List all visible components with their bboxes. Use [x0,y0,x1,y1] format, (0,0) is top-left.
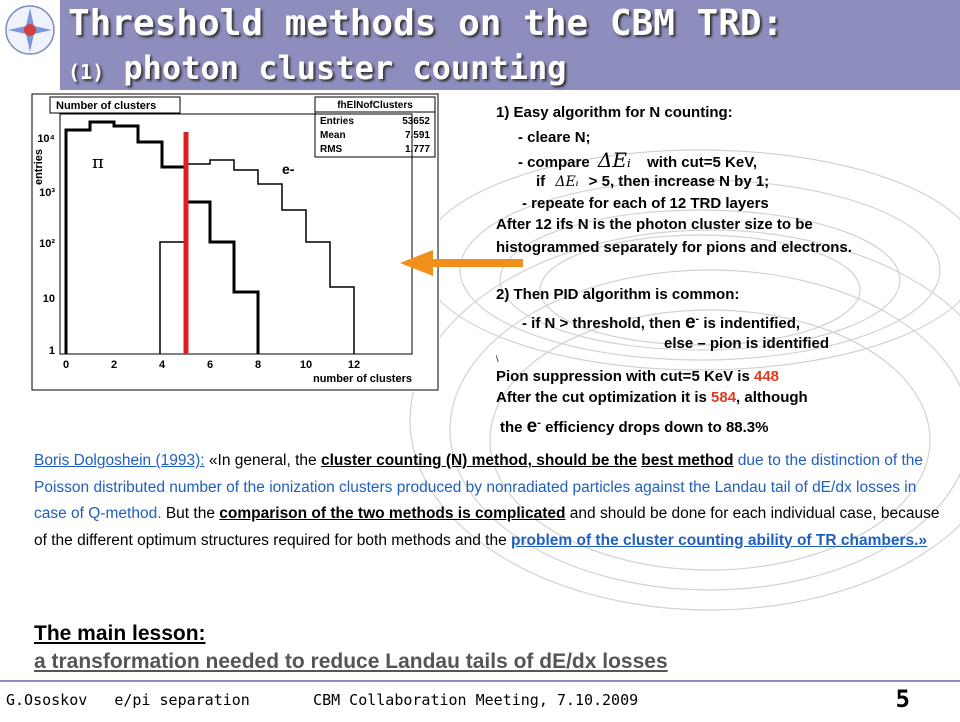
step1-heading: 1) Easy algorithm for N counting: [496,104,733,121]
step1-repeat: - repeate for each of 12 TRD layers [522,195,769,212]
step2-e-sup: - [695,313,700,325]
stats-title: fhElNofClusters [337,100,413,111]
slide-title [68,2,783,94]
step1-compare-pre: - compare [518,154,590,171]
quote-part-2: cluster counting (N) method, should be the [320,452,637,469]
x-tick-6: 6 [206,359,214,371]
stats-box [315,97,435,157]
step2-e: e [684,312,696,333]
quote-part-3: best method [641,452,734,469]
suppression-value: 448 [753,368,780,385]
title-line-2-text: photon cluster counting [104,49,567,87]
stats-key-mean: Mean [320,130,346,141]
step2-else: else – pion is identified [664,335,830,352]
quote-part-5: But the [165,505,215,522]
efficiency-post: efficiency drops down to 88.3% [545,419,769,436]
step1-compare [518,150,757,173]
x-axis-label: number of clusters [312,373,412,385]
x-tick-2: 2 [110,359,118,371]
quote-part-1: «In general, the [208,452,317,469]
step2-if-pre: - if N > threshold, then [522,315,681,332]
stray-backslash: \ [496,354,499,364]
stats-key-entries: Entries [320,116,354,127]
y-tick-10: 10 [42,293,55,305]
efficiency-pre: the [500,419,523,436]
quote-author: Boris Dolgoshein (1993): [34,452,205,469]
title-number: (1) [68,60,105,84]
stats-key-rms: RMS [320,144,343,155]
dolgoshein-quote [34,448,946,554]
step1-compare-post: with cut=5 KeV, [647,154,758,171]
footer-text: G.Ososkov e/pi separation CBM Collaboration Meeting, 7.10.2009 [6,691,639,709]
stats-value-mean: 7.591 [404,130,430,141]
x-tick-4: 4 [158,359,166,371]
stats-value-entries: 53652 [402,116,430,127]
page-number: 5 [895,685,910,713]
electron-label: e- [282,161,295,177]
lesson-text: a transformation needed to reduce Landau tails of dE/dx losses [34,650,668,673]
title-line-2 [68,46,783,94]
cbm-logo-icon [4,4,56,56]
x-tick-10: 10 [299,359,313,371]
quote-part-6: comparison of the two methods is complicated [219,505,566,522]
suppression-line [496,366,779,387]
histogram-title: Number of clusters [56,100,157,112]
cluster-histogram [30,92,440,392]
footer [0,680,960,722]
main-lesson [34,620,668,676]
efficiency-line [500,413,768,438]
step2-heading: 2) Then PID algorithm is common: [496,286,740,303]
quote-part-8: problem of the cluster counting ability of TR chambers.» [511,531,928,549]
efficiency-e: e [526,416,538,437]
quote-part-7: and should be done for each individual case, because of the different optimum structures required for both methods and the [34,505,940,549]
efficiency-e-sup: - [537,417,541,429]
y-tick-1000: 10³ [39,187,55,199]
delta-e-formula: ΔEᵢ [597,148,631,172]
quote-part-4: due to the distinction of the Poisson distributed number of the ionization clusters produced by nonradiated particles against the Landau tail of dE/dx losses in case of Q-method. [34,452,924,522]
delta-e-formula-small: ΔEᵢ [555,174,579,190]
x-tick-0: 0 [62,359,70,371]
optimization-line [496,387,808,408]
step1-clear: - cleare N; [518,129,591,146]
title-line-1: Threshold methods on the CBM TRD: [68,3,784,44]
y-tick-10000: 10⁴ [37,133,55,145]
step2-if-post: is indentified, [703,315,801,332]
step1-if [536,171,769,193]
pion-label: π [92,152,104,173]
lesson-heading: The main lesson: [34,622,206,645]
after-text-2: histogrammed separately for pions and electrons. [496,239,852,256]
suppression-text: Pion suppression with cut=5 KeV is [496,368,750,385]
step1-if-pre: if [536,173,546,190]
after-text-1: After 12 ifs N is the photon cluster size to be [496,216,813,233]
step1-if-post: > 5, then increase N by 1; [588,173,770,190]
x-tick-8: 8 [254,359,262,371]
stats-value-rms: 1.777 [404,144,430,155]
y-tick-1: 1 [48,345,55,357]
y-tick-100: 10² [39,238,55,250]
optimization-value: 584 [711,389,737,406]
x-tick-12: 12 [347,359,361,371]
step2-if [522,309,800,334]
optimization-post: , although [736,389,808,406]
y-axis-label: entries [33,148,45,186]
optimization-text: After the cut optimization it is [496,389,707,406]
